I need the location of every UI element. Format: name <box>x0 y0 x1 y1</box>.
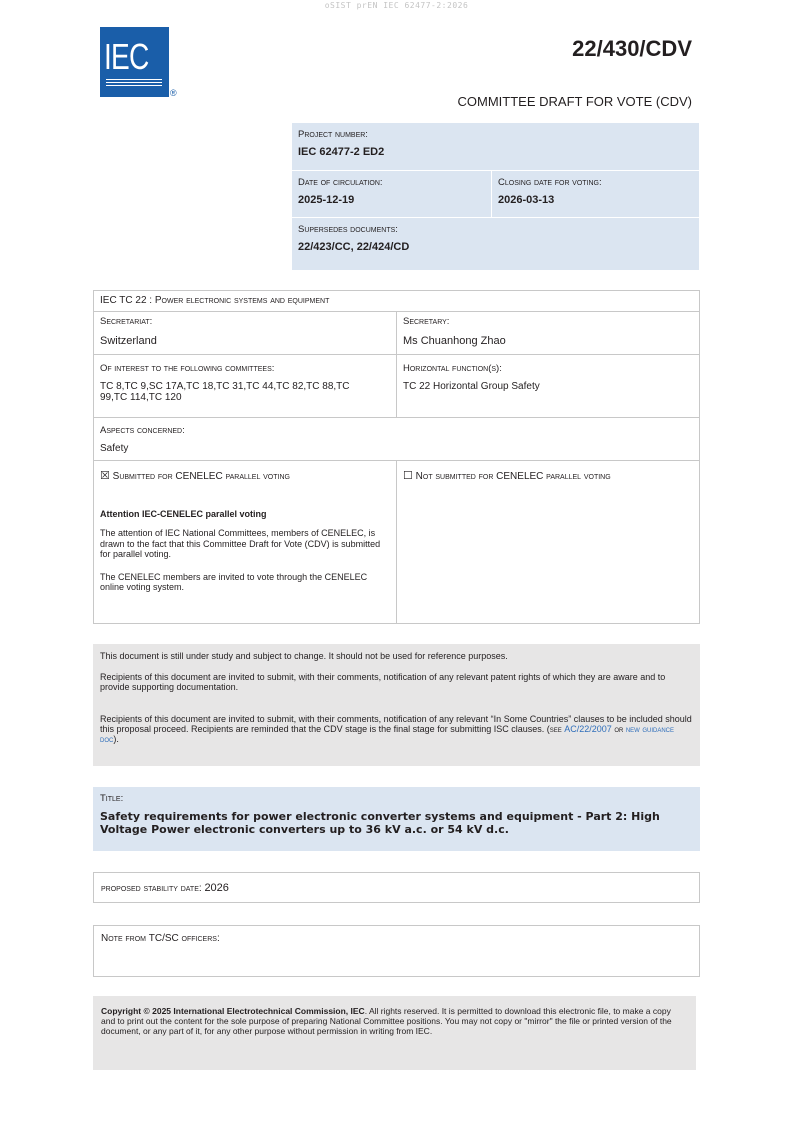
interest-value: TC 8,TC 9,SC 17A,TC 18,TC 31,TC 44,TC 82,TC 88,TC 99,TC 114,TC 120 <box>100 381 350 403</box>
supersedes-label: Supersedes documents: <box>298 224 398 235</box>
aspects-row <box>94 418 699 461</box>
submitted-checkbox-icon: ☒ <box>100 470 110 482</box>
project-number-label: Project number: <box>298 129 368 140</box>
tc-row <box>94 291 699 312</box>
iec-logo <box>100 27 169 97</box>
note-label-org: TC/SC <box>148 933 179 944</box>
copyright-text <box>101 1006 686 1036</box>
not-submitted-label: Not submitted for CENELEC parallel voting <box>415 471 611 482</box>
copyright-bold: Copyright © 2025 International Electrotechnical Commission, IEC <box>101 1006 365 1016</box>
note-label-prefix: Note from <box>101 933 149 944</box>
supersedes-documents: 22/423/CC, 22/424/CD <box>298 241 410 253</box>
interest-row <box>94 355 699 418</box>
aspects-cell <box>94 418 185 454</box>
interest-label: Of interest to the following committees: <box>100 363 275 374</box>
tc-title: Power electronic systems and equipment <box>154 295 330 306</box>
closing-date-label: Closing date for voting: <box>498 177 602 188</box>
aspects-label: Aspects concerned: <box>100 425 185 436</box>
secretariat-cell <box>94 312 397 354</box>
notice-paragraph-3 <box>100 714 695 744</box>
link-new-guidance-doc[interactable]: new guidance doc <box>100 724 675 744</box>
interest-cell <box>94 355 397 417</box>
not-submitted-checkbox-icon: ☐ <box>403 470 413 482</box>
title-box <box>93 787 700 851</box>
horizontal-label: Horizontal function(s): <box>403 363 502 374</box>
logo-lines <box>106 79 162 88</box>
notice-paragraph-1: This document is still under study and subject to change. It should not be used for reference purposes. <box>100 651 508 661</box>
secretariat-value: Switzerland <box>100 335 157 347</box>
secretary-label: Secretary: <box>403 316 450 327</box>
submitted-label: Submitted for CENELEC parallel voting <box>112 471 290 482</box>
cenelec-submitted-cell <box>94 461 397 623</box>
document-title: Safety requirements for power electronic converter systems and equipment - Part 2: High Voltage Power electronic converters up to 36 kV a.c. or 54 kV d.c. <box>100 810 660 836</box>
project-number-cell <box>292 123 699 170</box>
link-ac-22-2007[interactable]: AC/22/2007 <box>564 724 612 734</box>
document-number: 22/430/CDV <box>572 36 692 61</box>
secretariat-label: Secretariat: <box>100 316 153 327</box>
horizontal-cell <box>397 355 697 392</box>
notice-see: see <box>549 724 562 734</box>
circulation-date: 2025-12-19 <box>298 194 355 206</box>
attention-paragraph-2: The CENELEC members are invited to vote through the CENELEC online voting system. <box>100 571 368 592</box>
registered-mark: ® <box>170 88 177 98</box>
copyright-rest: . All rights reserved. It is permitted to download this electronic file, to make a copy and to print out the content for the sole purpose of preparing National Committee positions. You may not copy or "mirror" the file or printed version of the document, or any part of it, for any other purpose without permission in writing from IEC. <box>101 1006 672 1036</box>
notice-box <box>93 644 700 766</box>
committee-table <box>93 290 700 624</box>
stability-line <box>101 882 229 894</box>
title-label: Title: <box>100 793 124 804</box>
secretary-cell <box>397 312 697 347</box>
closing-date-cell <box>492 171 699 217</box>
not-submitted-option <box>403 469 697 482</box>
supersedes-cell <box>292 218 699 270</box>
note-label <box>101 933 220 944</box>
horizontal-value: TC 22 Horizontal Group Safety <box>403 381 540 392</box>
notice-end: ). <box>113 734 119 744</box>
stability-label: proposed stability date: <box>101 883 202 894</box>
cenelec-not-submitted-cell <box>397 461 697 482</box>
secretary-value: Ms Chuanhong Zhao <box>403 335 506 347</box>
notice-paragraph-2: Recipients of this document are invited to submit, with their comments, notification of any relevant patent rights of which they are aware and to provide supporting documentation. <box>100 672 666 692</box>
note-label-suffix: officers: <box>178 933 220 944</box>
circulation-date-label: Date of circulation: <box>298 177 383 188</box>
stability-value: 2026 <box>204 882 229 894</box>
closing-date: 2026-03-13 <box>498 194 555 206</box>
document-type: COMMITTEE DRAFT FOR VOTE (CDV) <box>457 94 692 109</box>
circulation-date-cell <box>292 171 491 217</box>
copyright-box <box>93 996 696 1070</box>
tc-prefix: IEC TC 22 : <box>100 295 155 306</box>
stability-box <box>93 872 700 903</box>
note-box <box>93 925 700 977</box>
notice-paragraph-3-text: Recipients of this document are invited to submit, with their comments, notification of any relevant “In Some Countries” clauses to be included should this proposal proceed. Recipients are reminded that the CDV stage is the final stage for submitting ISC clauses. ( <box>100 714 692 734</box>
tc-heading <box>94 291 329 306</box>
project-number: IEC 62477-2 ED2 <box>298 146 385 158</box>
logo-text: IEC <box>104 36 149 77</box>
attention-title: Attention IEC-CENELEC parallel voting <box>100 509 267 519</box>
attention-paragraph-1: The attention of IEC National Committees, members of CENELEC, is drawn to the fact that this Committee Draft for Vote (CDV) is submitted for parallel voting. <box>100 528 381 559</box>
watermark: oSIST prEN IEC 62477-2:2026 <box>324 1 469 10</box>
aspects-value: Safety <box>100 443 129 454</box>
submitted-option <box>100 469 396 482</box>
notice-or: or <box>614 724 624 734</box>
secretariat-row <box>94 312 699 355</box>
